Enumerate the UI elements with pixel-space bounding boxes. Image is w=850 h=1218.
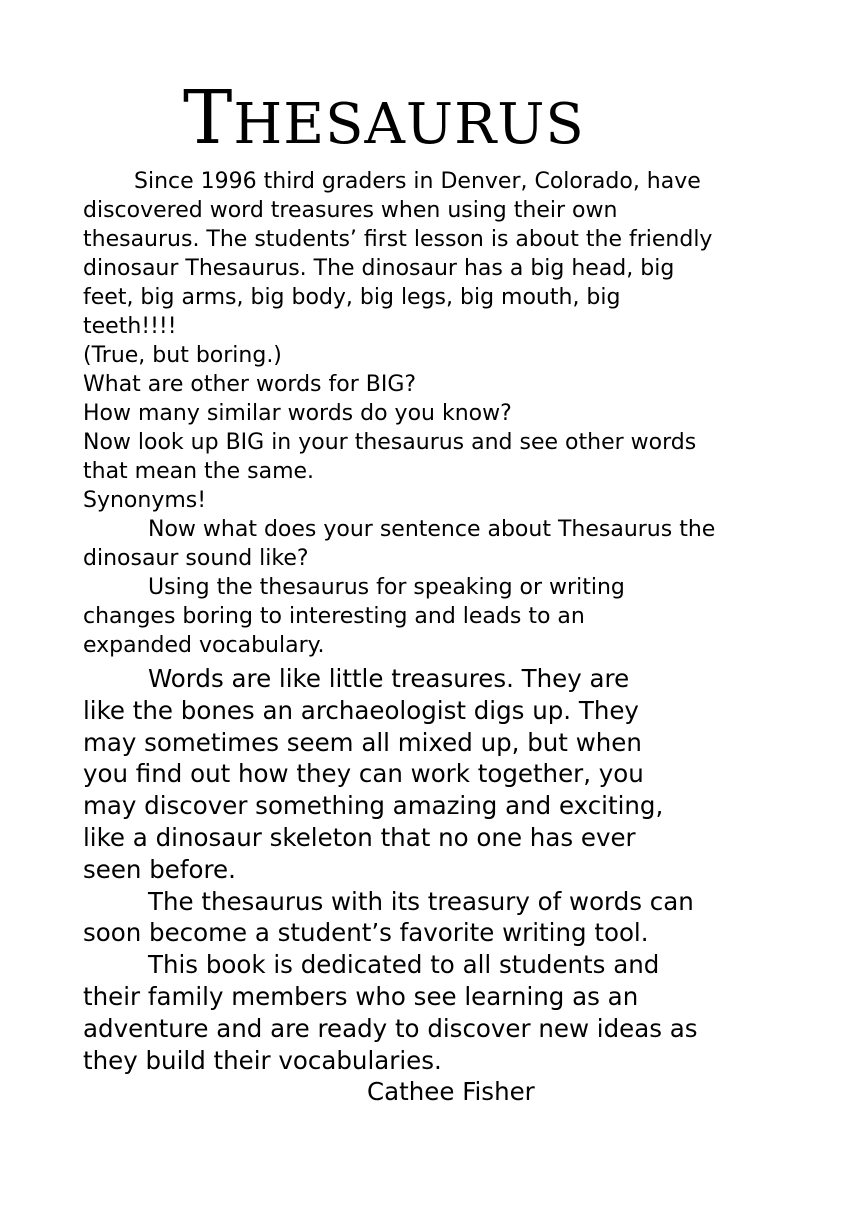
text-line: seen before.	[83, 854, 236, 884]
text-line: This book is dedicated to all students and	[148, 950, 660, 980]
intro-paragraphs	[83, 167, 803, 660]
text-line: expanded vocabulary.	[83, 633, 325, 658]
title-initial: T	[183, 75, 234, 161]
text-line: like the bones an archaeologist digs up. They	[83, 695, 639, 725]
text-line: discovered word treasures when using their own	[83, 198, 618, 223]
text-line: adventure and are ready to discover new ideas as	[83, 1013, 698, 1043]
text-line: may discover something amazing and exciting,	[83, 791, 664, 821]
text-line: The thesaurus with its treasury of words can	[148, 886, 694, 916]
text-line: dinosaur Thesaurus. The dinosaur has a big head, big	[83, 256, 675, 281]
text-line: like a dinosaur skeleton that no one has ever	[83, 822, 636, 852]
title-rest: HESAURUS	[233, 92, 585, 157]
text-line: (True, but boring.)	[83, 343, 282, 368]
text-line: Since 1996 third graders in Denver, Colorado, have	[134, 169, 701, 194]
text-line: Words are like little treasures. They are	[148, 664, 630, 693]
text-line: Now look up BIG in your thesaurus and see other words	[83, 430, 697, 455]
text-line: dinosaur sound like?	[83, 546, 309, 571]
text-line: their family members who see learning as an	[83, 981, 639, 1011]
page-title	[183, 75, 585, 165]
text-line: Now what does your sentence about Thesaurus the	[148, 517, 716, 542]
text-line: How many similar words do you know?	[83, 401, 512, 426]
text-line: soon become a student’s favorite writing tool.	[83, 918, 649, 948]
text-line: you find out how they can work together, you	[83, 759, 644, 789]
author-signature: Cathee Fisher	[367, 1077, 535, 1106]
text-line: that mean the same.	[83, 459, 315, 484]
text-line: Using the thesaurus for speaking or writing	[148, 575, 625, 600]
text-line: feet, big arms, big body, big legs, big mouth, big	[83, 285, 621, 310]
text-line: Synonyms!	[83, 488, 207, 513]
text-line: they build their vocabularies.	[83, 1045, 442, 1075]
text-line: teeth!!!!	[83, 314, 177, 339]
text-line: changes boring to interesting and leads to an	[83, 604, 585, 629]
text-line: What are other words for BIG?	[83, 372, 417, 397]
text-line: thesaurus. The students’ first lesson is about the friendly	[83, 227, 713, 252]
body-paragraphs	[83, 663, 803, 1076]
text-line: may sometimes seem all mixed up, but when	[83, 727, 642, 757]
